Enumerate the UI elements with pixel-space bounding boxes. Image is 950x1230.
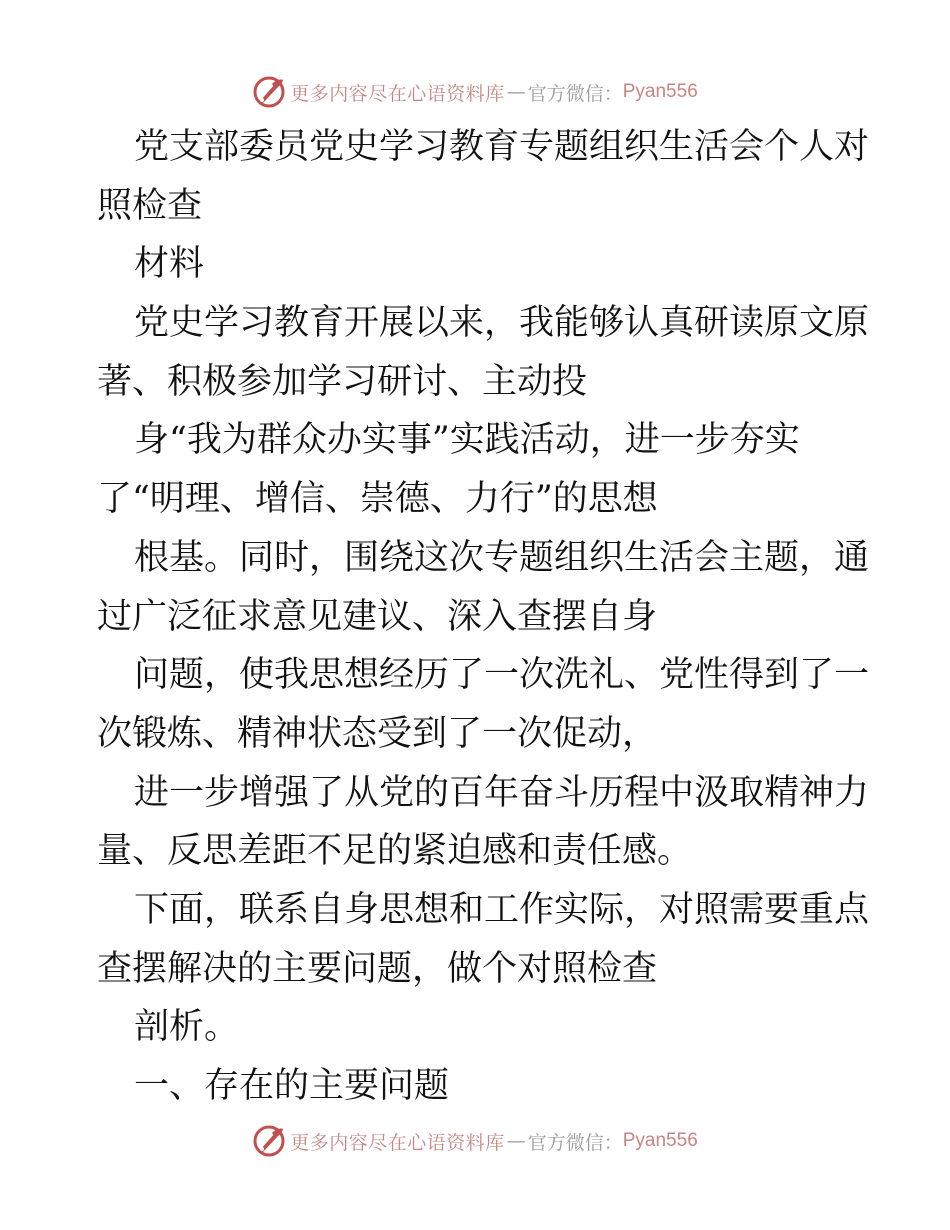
text-line: 剖析。 <box>134 1007 240 1048</box>
text-line: 下面，联系自身思想和工作实际，对照需要重点 <box>134 889 870 930</box>
text-line: 次锻炼、精神状态受到了一次促动， <box>97 713 658 754</box>
document-body <box>97 118 870 1116</box>
text-line: 身“我为群众办实事”实践活动，进一步夯实 <box>134 420 800 461</box>
watermark-text: 更多内容尽在心语资料库 <box>290 1131 505 1154</box>
text-line: 著、积极参加学习研讨、主动投 <box>97 361 588 402</box>
watermark-wechat-id: Pyan556 <box>622 1130 698 1151</box>
text-line: 照检查 <box>97 185 203 226</box>
text-line: 党支部委员党史学习教育专题组织生活会个人对 <box>134 127 870 167</box>
quill-logo-icon <box>252 75 286 109</box>
watermark-text: 更多内容尽在心语资料库 <box>290 82 505 105</box>
text-line: 查摆解决的主要问题，做个对照检查 <box>97 948 658 989</box>
watermark-dash: — <box>506 81 526 103</box>
text-line: 量、反思差距不足的紧迫感和责任感。 <box>97 831 693 872</box>
text-line: 问题，使我思想经历了一次洗礼、党性得到了一 <box>134 655 870 696</box>
text-line: 一、存在的主要问题 <box>134 1066 450 1106</box>
watermark-dash: — <box>506 1130 526 1152</box>
text-line: 了“明理、增信、崇德、力行”的思想 <box>97 479 658 520</box>
text-line: 进一步增强了从党的百年奋斗历程中汲取精神力 <box>134 772 870 813</box>
watermark-wechat-id: Pyan556 <box>622 81 698 102</box>
quill-logo-icon <box>252 1124 286 1158</box>
watermark-official-label: 官方微信： <box>527 82 623 105</box>
header-watermark <box>0 72 950 112</box>
text-line: 党史学习教育开展以来，我能够认真研读原文原 <box>134 303 870 344</box>
text-line: 根基。同时，围绕这次专题组织生活会主题，通 <box>134 537 870 578</box>
text-line: 材料 <box>134 244 205 285</box>
watermark-official-label: 官方微信： <box>527 1131 623 1154</box>
footer-watermark <box>0 1121 950 1161</box>
text-line: 过广泛征求意见建议、深入查摆自身 <box>97 596 658 637</box>
